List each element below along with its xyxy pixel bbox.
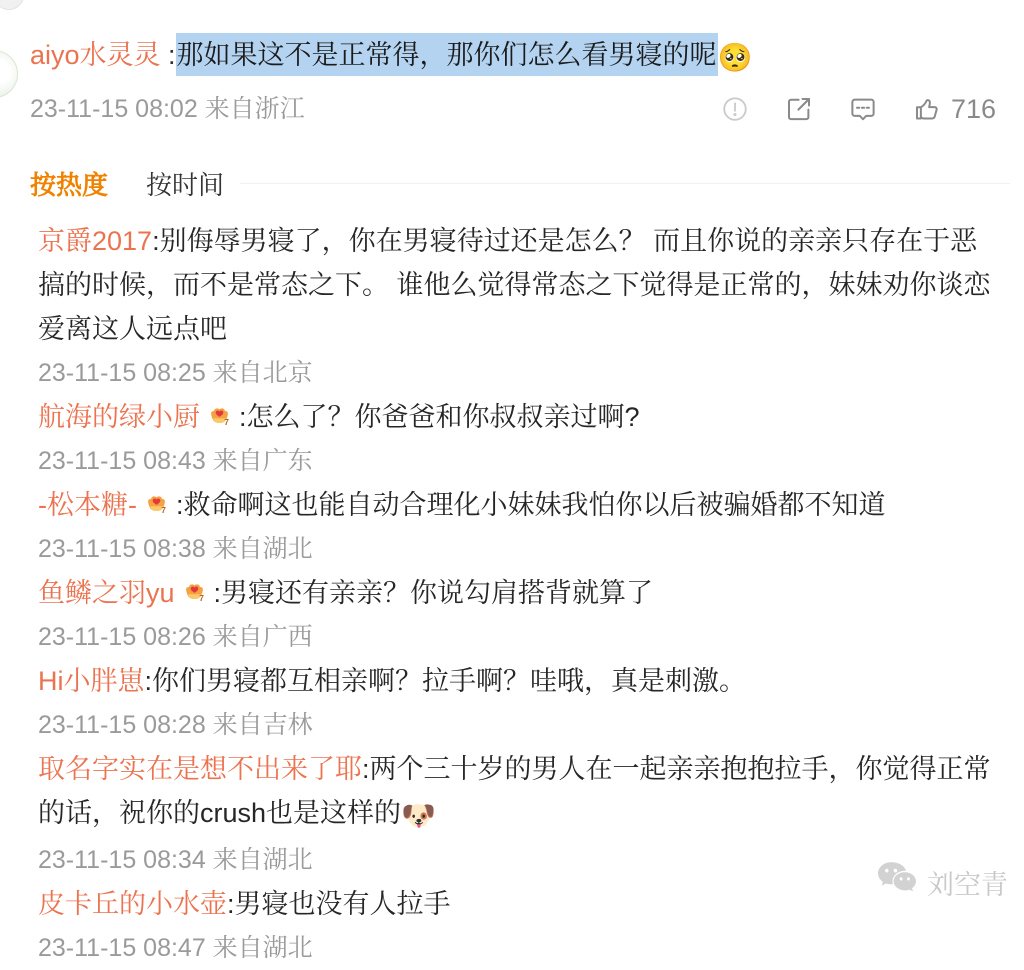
wechat-logo-icon — [875, 860, 919, 904]
comment-bubble-icon — [848, 94, 878, 124]
reply-username-link[interactable]: 京爵2017 — [38, 226, 153, 256]
reply-text: :男寝也没有人拉手 — [227, 889, 451, 919]
reply-list — [0, 219, 1024, 970]
reply-username-link[interactable]: 皮卡丘的小水壶 — [38, 889, 227, 919]
main-comment-line — [30, 34, 996, 79]
reply-content — [38, 659, 996, 703]
reply-timestamp: 23-11-15 08:26 来自广西 — [38, 623, 313, 651]
reply-item — [38, 747, 996, 882]
share-arrow-icon — [784, 94, 814, 124]
reply-item — [38, 659, 996, 747]
reply-username-link[interactable]: 取名字实在是想不出来了耶 — [38, 754, 362, 784]
reply-text: :救命啊这也能自动合理化小妹妹我怕你以后被骗婚都不知道 — [175, 490, 886, 520]
reply-content — [38, 571, 996, 615]
comment-button[interactable] — [848, 94, 878, 124]
reply-content — [38, 219, 996, 351]
tab-sort-by-hot[interactable]: 按热度 — [30, 169, 109, 200]
reply-timestamp: 23-11-15 08:43 来自广东 — [38, 447, 313, 475]
reply-item — [38, 882, 996, 970]
share-button[interactable] — [784, 94, 814, 124]
reply-username-link[interactable]: Hi小胖崽 — [38, 666, 145, 696]
doge-face-emoji: 🐶 — [401, 800, 436, 831]
reply-item — [38, 219, 996, 395]
selected-comment-text: 那如果这不是正常得，那你们怎么看男寝的呢 — [176, 33, 718, 76]
svg-text:7: 7 — [161, 504, 166, 515]
reply-text: :别侮辱男寝了，你在男寝待过还是怎么？ 而且你说的亲亲只存在于恶搞的时候，而不是常态之下。 谁他么觉得常态之下觉得是正常的，妹妹劝你谈恋爱离这人远点吧 — [38, 226, 991, 344]
reply-item — [38, 483, 996, 571]
comment-separator: : — [160, 40, 176, 70]
fan-badge-icon — [206, 399, 233, 426]
reply-text: :男寝还有亲亲？你说勾肩搭背就算了 — [213, 578, 654, 608]
fan-badge-icon — [143, 487, 170, 514]
circled-exclamation-icon — [720, 94, 750, 124]
reply-timestamp: 23-11-15 08:38 来自湖北 — [38, 535, 313, 563]
reply-content — [38, 882, 996, 926]
pleading-face-emoji: 🥺 — [717, 42, 753, 73]
reply-timestamp: 23-11-15 08:34 来自湖北 — [38, 846, 313, 874]
reply-timestamp: 23-11-15 08:28 来自吉林 — [38, 711, 313, 739]
fan-badge-icon — [181, 575, 208, 602]
reply-item — [38, 571, 996, 659]
svg-text:7: 7 — [198, 592, 204, 603]
reply-username-link[interactable]: 鱼鳞之羽yu — [38, 578, 175, 608]
reply-username-link[interactable]: -松本糖- — [38, 490, 137, 520]
reply-content — [38, 747, 996, 838]
thumbs-up-icon — [912, 94, 942, 124]
main-comment-meta-row — [30, 89, 996, 129]
svg-text:7: 7 — [224, 416, 229, 427]
tabs-divider-line — [240, 183, 1010, 184]
like-button[interactable] — [912, 94, 996, 125]
reply-content — [38, 395, 996, 439]
reply-text: :怎么了？你爸爸和你叔叔亲过啊? — [239, 402, 640, 432]
reply-text: :两个三十岁的男人在一起亲亲抱抱拉手，你觉得正常的话，祝你的crush也是这样的 — [38, 754, 991, 828]
main-comment-timestamp: 23-11-15 08:02 来自浙江 — [30, 95, 305, 123]
reply-item — [38, 395, 996, 483]
report-button[interactable] — [720, 94, 750, 124]
reply-username-link[interactable]: 航海的绿小厨 — [38, 402, 200, 432]
sort-tabs — [0, 163, 1024, 203]
main-comment — [0, 0, 1024, 129]
reply-text: :你们男寝都互相亲啊？拉手啊？哇哦，真是刺激。 — [144, 666, 747, 696]
like-count: 716 — [950, 93, 996, 124]
comment-action-bar — [720, 94, 996, 125]
commenter-username-link[interactable]: aiyo水灵灵 — [30, 40, 161, 70]
reply-timestamp: 23-11-15 08:25 来自北京 — [38, 359, 313, 387]
tab-sort-by-time[interactable]: 按时间 — [146, 169, 225, 200]
watermark-text: 刘空青 — [927, 869, 1008, 900]
reply-timestamp: 23-11-15 08:47 来自湖北 — [38, 934, 313, 962]
reply-content — [38, 483, 996, 527]
watermark — [875, 860, 1008, 904]
